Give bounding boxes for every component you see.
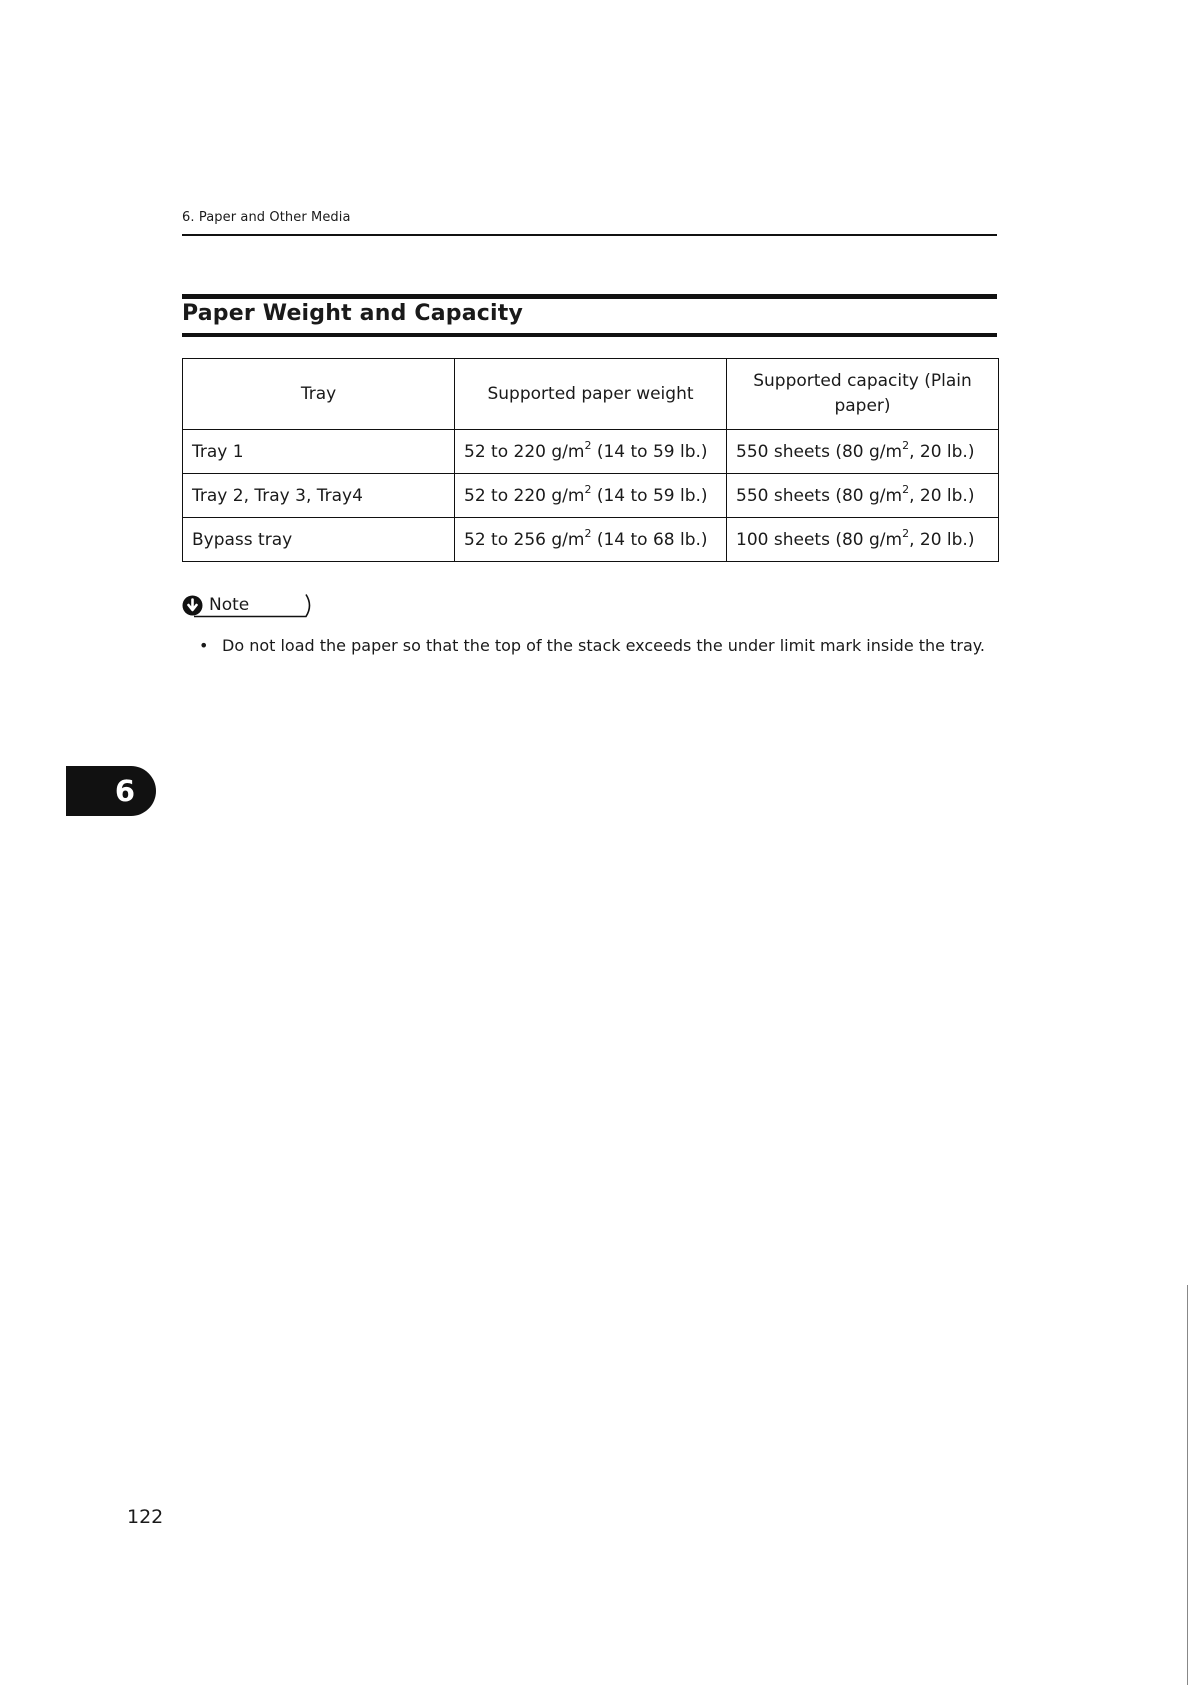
weight-superscript: 2 [584, 526, 592, 540]
capacity-text-suffix: , 20 lb.) [909, 441, 975, 462]
cell-paper-weight [455, 474, 727, 518]
weight-text-suffix: (14 to 59 lb.) [591, 485, 708, 506]
note-text: Do not load the paper so that the top of the stack exceeds the under limit mark inside the tray. [222, 636, 986, 655]
chapter-number: 6 [114, 774, 136, 808]
column-header-tray: Tray [183, 359, 455, 430]
cell-capacity [727, 474, 999, 518]
bullet: • [199, 636, 209, 655]
capacity-superscript: 2 [902, 526, 910, 540]
weight-text: 52 to 220 g/m [464, 485, 585, 506]
page-number: 122 [127, 1506, 164, 1528]
cell-paper-weight [455, 430, 727, 474]
column-header-capacity: Supported capacity (Plain paper) [727, 359, 999, 430]
cell-tray: Tray 2, Tray 3, Tray4 [183, 474, 455, 518]
weight-superscript: 2 [584, 482, 592, 496]
running-header: 6. Paper and Other Media [182, 210, 351, 225]
capacity-text: 550 sheets (80 g/m [736, 441, 903, 462]
section-title: Paper Weight and Capacity [182, 301, 524, 326]
table-row [183, 474, 999, 518]
cell-tray: Bypass tray [183, 518, 455, 562]
capacity-text-suffix: , 20 lb.) [909, 529, 975, 550]
note-tag [182, 593, 315, 618]
capacity-text: 100 sheets (80 g/m [736, 529, 903, 550]
title-rule-bottom [182, 333, 997, 337]
weight-superscript: 2 [584, 438, 592, 452]
note-list [197, 636, 985, 655]
table-row [183, 518, 999, 562]
paper-capacity-table [182, 358, 999, 562]
column-header-paper-weight: Supported paper weight [455, 359, 727, 430]
cell-capacity [727, 430, 999, 474]
capacity-text: 550 sheets (80 g/m [736, 485, 903, 506]
down-arrow-circle-icon [182, 595, 203, 616]
cell-capacity [727, 518, 999, 562]
capacity-text-suffix: , 20 lb.) [909, 485, 975, 506]
table-row [183, 430, 999, 474]
capacity-superscript: 2 [902, 438, 910, 452]
note-label: Note [209, 595, 250, 615]
cell-tray: Tray 1 [183, 430, 455, 474]
chapter-tab [66, 766, 156, 816]
weight-text-suffix: (14 to 59 lb.) [591, 441, 708, 462]
list-item [197, 636, 985, 655]
title-rule-top [182, 294, 997, 299]
cell-paper-weight [455, 518, 727, 562]
capacity-superscript: 2 [902, 482, 910, 496]
header-rule [182, 234, 997, 236]
weight-text: 52 to 256 g/m [464, 529, 585, 550]
scan-edge-line [1187, 1285, 1188, 1685]
weight-text: 52 to 220 g/m [464, 441, 585, 462]
table-header-row [183, 359, 999, 430]
weight-text-suffix: (14 to 68 lb.) [591, 529, 708, 550]
